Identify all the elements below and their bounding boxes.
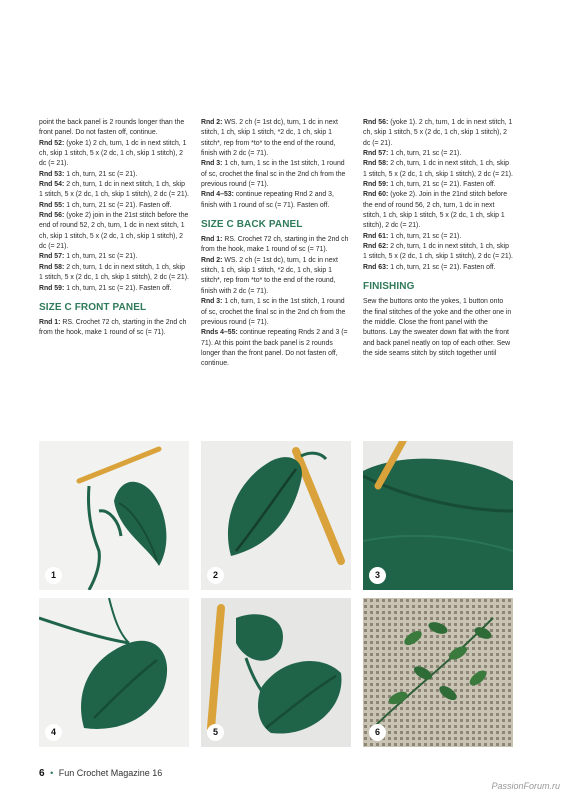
round-4-53: Rnd 4–53: continue repeating Rnd 2 and 3, finish with 1 round of sc (= 71). Fasten off. (201, 191, 334, 209)
photo-number: 6 (369, 724, 386, 741)
round-57: Rnd 57: 1 ch, turn, 21 sc (= 21). (39, 253, 138, 261)
photo-number: 4 (45, 724, 62, 741)
step-photo-6 (363, 598, 513, 747)
round-56: Rnd 56: (yoke 1). 2 ch, turn, 1 dc in next stitch, 1 ch, skip 1 stitch, 5 x (2 dc, 1 ch, skip 1 stitch), 2 dc (= 21). (363, 119, 513, 147)
photo-number: 1 (45, 567, 62, 584)
round-58: Rnd 58: 2 ch, turn, 1 dc in next stitch, 1 ch, skip 1 stitch, 5 x (2 dc, 1 ch, skip 1 stitch), 2 dc (= 21). (39, 263, 189, 282)
round-1: Rnd 1: RS. Crochet 72 ch, starting in the 2nd ch from the hook, make 1 round of sc (= 71). (201, 236, 349, 254)
round-63: Rnd 63: 1 ch, turn, 21 sc (= 21). Fasten off. (363, 263, 496, 271)
footer-bullet: • (50, 768, 54, 778)
section-heading-finishing: FINISHING (363, 281, 415, 293)
step-photo-4 (39, 598, 189, 747)
round-1: Rnd 1: RS. Crochet 72 ch, starting in the 2nd ch from the hook, make 1 round of sc (= 71). (39, 318, 187, 337)
round-56: Rnd 56: (yoke 2) join in the 21st stitch before the end of round 52, 2 ch, turn, 1 dc in next stitch, 1 ch, skip 1 stitch, 5 x (2 dc, 1 ch, skip 1 stitch), 2 dc (= 21). (39, 212, 189, 251)
round-54: Rnd 54: 2 ch, turn, 1 dc in next stitch, 1 ch, skip 1 stitch, 5 x (2 dc, 1 ch, skip 1 stitch), 2 dc (= 21). (39, 181, 189, 199)
step-photo-2 (201, 441, 351, 590)
section-heading-back-panel: SIZE C BACK PANEL (201, 219, 303, 231)
round-59: Rnd 59: 1 ch, turn, 21 sc (= 21). Fasten off. (363, 181, 496, 189)
text-column-3 (363, 118, 513, 359)
page-number: 6 (39, 768, 45, 779)
photo-number: 3 (369, 567, 386, 584)
text-column-2 (201, 118, 351, 370)
section-heading-front-panel: SIZE C FRONT PANEL (39, 301, 147, 313)
step-photo-1 (39, 441, 189, 590)
magazine-title: Fun Crochet Magazine 16 (58, 768, 163, 778)
round-2: Rnd 2: WS. 2 ch (= 1st dc), turn, 1 dc in next stitch, 1 ch, skip 1 stitch, *2 dc, 1 ch, skip 1 stitch*, rep from *to* to the end of the round, finish with 2 dc (= 71). (201, 119, 338, 158)
round-60: Rnd 60: (yoke 2). Join in the 21nd stitch before the end of round 56, 2 ch, turn, 1 dc in next stitch, 1 ch, skip 1 stitch, 5 x (2 dc, 1 ch, skip 1 stitch), 2 dc (= 21). (363, 191, 508, 230)
round-3: Rnd 3: 1 ch, turn, 1 sc in the 1st stitch, 1 round of sc, crochet the final sc in the 2nd ch from the previous round (= 71). (201, 160, 346, 189)
round-61: Rnd 61: 1 ch, turn, 21 sc (= 21). (363, 232, 462, 240)
text-column-1 (39, 118, 189, 339)
paragraph: point the back panel is 2 rounds longer than the front panel. Do not fasten off, continue. (39, 119, 185, 137)
round-59: Rnd 59: 1 ch, turn, 21 sc (= 21). Fasten off. (39, 284, 172, 292)
step-photo-3 (363, 441, 513, 590)
photo-number: 2 (207, 567, 224, 584)
round-55: Rnd 55: 1 ch, turn, 21 sc (= 21). Fasten off. (39, 201, 172, 209)
round-53: Rnd 53: 1 ch, turn, 21 sc (= 21). (39, 170, 138, 178)
step-photo-5 (201, 598, 351, 747)
round-57: Rnd 57: 1 ch, turn, 21 sc (= 21). (363, 150, 462, 158)
watermark: PassionForum.ru (491, 781, 560, 791)
round-52: Rnd 52: (yoke 1) 2 ch, turn, 1 dc in next stitch, 1 ch, skip 1 stitch, 5 x (2 dc, 1 ch, skip 1 stitch), 2 dc (= 21). (39, 139, 187, 168)
finishing-text: Sew the buttons onto the yokes, 1 button onto the final stitches of the yoke and the other one in the middle. Close the front panel with the buttons. Lay the sweater down flat with the front and back panel neatly on top of each other. Sew the side seams stitch by stitch together until (363, 298, 512, 357)
round-58: Rnd 58: 2 ch, turn, 1 dc in next stitch, 1 ch, skip 1 stitch, 5 x (2 dc, 1 ch, skip 1 stitch), 2 dc (= 21). (363, 160, 513, 178)
page-footer (39, 768, 162, 779)
round-2: Rnd 2: WS. 2 ch (= 1st dc), turn, 1 dc in next stitch, 1 ch, skip 1 stitch, *2 dc, 1 ch, skip 1 stitch*, rep from *to* to the end of the round, finish with 2 dc (= 71). (201, 256, 338, 295)
round-62: Rnd 62: 2 ch, turn, 1 dc in next stitch, 1 ch, skip 1 stitch, 5 x (2 dc, 1 ch, skip 1 stitch), 2 dc (= 21). (363, 243, 513, 261)
photo-number: 5 (207, 724, 224, 741)
round-4-55: Rnds 4–55: continue repeating Rnds 2 and 3 (= 71). At this point the back panel is 2 rounds longer than the front panel. Do not fasten off, continue. (201, 329, 348, 368)
round-3: Rnd 3: 1 ch, turn, 1 sc in the 1st stitch, 1 round of sc, crochet the final sc in the 2nd ch from the previous round (= 71). (201, 298, 346, 326)
